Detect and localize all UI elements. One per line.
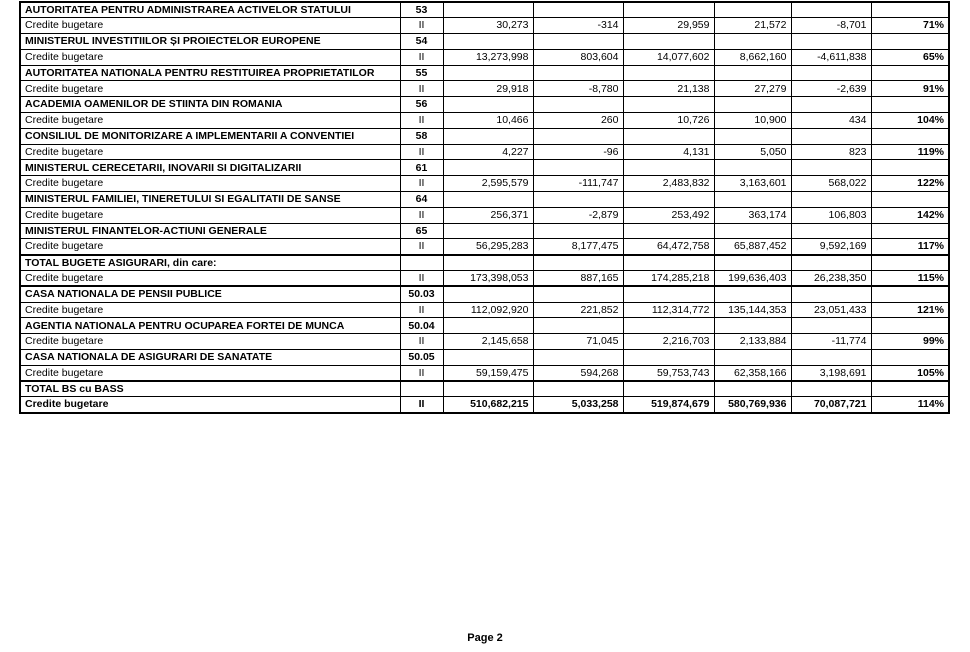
name-cell: CONSILIUL DE MONITORIZARE A IMPLEMENTARII A CONVENTIEI [20,128,400,144]
value-cell: -11,774 [791,334,871,350]
name-cell: TOTAL BS cu BASS [20,381,400,397]
value-cell: 8,177,475 [533,239,623,255]
credite-row [20,239,949,255]
value-cell: 174,285,218 [623,271,714,287]
code-cell: II [400,144,443,160]
value-cell [623,318,714,334]
name-cell: Credite bugetare [20,302,400,318]
value-cell: 173,398,053 [443,271,533,287]
institution-row [20,34,949,50]
value-cell [791,286,871,302]
name-cell: MINISTERUL FAMILIEI, TINERETULUI SI EGALITATII DE SANSE [20,192,400,208]
value-cell: 363,174 [714,207,791,223]
value-cell [623,160,714,176]
value-cell [443,350,533,366]
name-cell: Credite bugetare [20,18,400,34]
name-cell: Credite bugetare [20,81,400,97]
percent-cell [871,2,949,18]
name-cell: AUTORITATEA PENTRU ADMINISTRAREA ACTIVELOR STATULUI [20,2,400,18]
code-cell [400,381,443,397]
value-cell: -314 [533,18,623,34]
name-cell: Credite bugetare [20,176,400,192]
value-cell: 23,051,433 [791,302,871,318]
value-cell [533,192,623,208]
code-cell: II [400,207,443,223]
percent-cell [871,381,949,397]
code-cell: II [400,176,443,192]
value-cell [623,2,714,18]
value-cell [714,318,791,334]
value-cell [443,192,533,208]
code-cell: 65 [400,223,443,239]
value-cell [533,34,623,50]
value-cell [623,223,714,239]
value-cell: 221,852 [533,302,623,318]
credite-row [20,207,949,223]
credite-row [20,334,949,350]
value-cell [443,2,533,18]
value-cell: 30,273 [443,18,533,34]
name-cell: ACADEMIA OAMENILOR DE STIINTA DIN ROMANIA [20,97,400,113]
percent-cell: 122% [871,176,949,192]
name-cell: Credite bugetare [20,334,400,350]
name-cell: CASA NATIONALA DE PENSII PUBLICE [20,286,400,302]
name-cell: MINISTERUL FINANTELOR-ACTIUNI GENERALE [20,223,400,239]
value-cell [443,286,533,302]
percent-cell [871,160,949,176]
percent-cell: 119% [871,144,949,160]
name-cell: Credite bugetare [20,271,400,287]
code-cell: 58 [400,128,443,144]
code-cell: II [400,239,443,255]
value-cell [533,223,623,239]
value-cell [443,223,533,239]
code-cell: II [400,18,443,34]
name-cell: Credite bugetare [20,49,400,65]
code-cell: II [400,81,443,97]
value-cell: 106,803 [791,207,871,223]
value-cell: 580,769,936 [714,397,791,413]
credite-row [20,113,949,129]
percent-cell: 121% [871,302,949,318]
value-cell [533,350,623,366]
percent-cell [871,318,949,334]
code-cell: 54 [400,34,443,50]
page-number-footer: Page 2 [467,632,503,644]
value-cell [791,34,871,50]
value-cell [533,318,623,334]
percent-cell [871,286,949,302]
value-cell [443,255,533,271]
code-cell: 56 [400,97,443,113]
name-cell: AUTORITATEA NATIONALA PENTRU RESTITUIREA PROPRIETATILOR [20,65,400,81]
code-cell: II [400,113,443,129]
value-cell [791,223,871,239]
value-cell [623,255,714,271]
value-cell: -2,879 [533,207,623,223]
value-cell: 2,145,658 [443,334,533,350]
value-cell [443,381,533,397]
value-cell [714,381,791,397]
value-cell [443,160,533,176]
percent-cell [871,255,949,271]
value-cell: 3,198,691 [791,365,871,381]
name-cell: MINISTERUL INVESTITIILOR ȘI PROIECTELOR EUROPENE [20,34,400,50]
credite-row [20,302,949,318]
name-cell: Credite bugetare [20,365,400,381]
value-cell [623,350,714,366]
code-cell: II [400,271,443,287]
percent-cell: 142% [871,207,949,223]
value-cell [623,97,714,113]
value-cell [443,34,533,50]
value-cell [443,97,533,113]
value-cell: 29,959 [623,18,714,34]
institution-row [20,2,949,18]
value-cell: 253,492 [623,207,714,223]
value-cell [533,255,623,271]
percent-cell [871,34,949,50]
percent-cell: 91% [871,81,949,97]
value-cell: 14,077,602 [623,49,714,65]
value-cell [533,128,623,144]
value-cell [714,34,791,50]
code-cell: 64 [400,192,443,208]
value-cell: 112,314,772 [623,302,714,318]
value-cell [623,65,714,81]
institution-row [20,97,949,113]
value-cell: 2,216,703 [623,334,714,350]
percent-cell: 104% [871,113,949,129]
value-cell [714,255,791,271]
percent-cell: 71% [871,18,949,34]
budget-table-body [20,2,949,413]
value-cell: 199,636,403 [714,271,791,287]
value-cell: 27,279 [714,81,791,97]
percent-cell [871,192,949,208]
value-cell [533,97,623,113]
percent-cell: 105% [871,365,949,381]
name-cell: Credite bugetare [20,207,400,223]
name-cell: Credite bugetare [20,113,400,129]
value-cell: 568,022 [791,176,871,192]
code-cell: 55 [400,65,443,81]
code-cell: 50.04 [400,318,443,334]
value-cell [791,2,871,18]
institution-row [20,318,949,334]
value-cell [791,192,871,208]
credite-row [20,18,949,34]
value-cell: 3,163,601 [714,176,791,192]
institution-row [20,192,949,208]
percent-cell [871,223,949,239]
value-cell [714,223,791,239]
value-cell: 29,918 [443,81,533,97]
code-cell: II [400,302,443,318]
percent-cell: 117% [871,239,949,255]
name-cell: Credite bugetare [20,239,400,255]
value-cell: 9,592,169 [791,239,871,255]
institution-row [20,65,949,81]
code-cell: 50.05 [400,350,443,366]
value-cell: 71,045 [533,334,623,350]
name-cell: AGENTIA NATIONALA PENTRU OCUPAREA FORTEI DE MUNCA [20,318,400,334]
value-cell [791,65,871,81]
percent-cell: 114% [871,397,949,413]
name-cell: CASA NATIONALA DE ASIGURARI DE SANATATE [20,350,400,366]
value-cell: 112,092,920 [443,302,533,318]
value-cell: 10,726 [623,113,714,129]
code-cell: 53 [400,2,443,18]
value-cell: 519,874,679 [623,397,714,413]
credite-row [20,271,949,287]
value-cell [714,97,791,113]
value-cell: -8,701 [791,18,871,34]
value-cell: 59,753,743 [623,365,714,381]
institution-row [20,128,949,144]
value-cell [623,286,714,302]
institution-row [20,255,949,271]
value-cell [714,128,791,144]
value-cell [623,34,714,50]
value-cell [533,286,623,302]
value-cell: 256,371 [443,207,533,223]
percent-cell [871,128,949,144]
value-cell [533,2,623,18]
value-cell: 260 [533,113,623,129]
percent-cell: 115% [871,271,949,287]
value-cell: 5,050 [714,144,791,160]
value-cell [443,318,533,334]
value-cell [791,97,871,113]
value-cell: 2,483,832 [623,176,714,192]
name-cell: Credite bugetare [20,397,400,413]
value-cell [791,381,871,397]
credite-row [20,176,949,192]
value-cell: 10,900 [714,113,791,129]
value-cell: 803,604 [533,49,623,65]
institution-row [20,286,949,302]
value-cell [714,2,791,18]
value-cell [714,160,791,176]
value-cell: 2,133,884 [714,334,791,350]
percent-cell: 65% [871,49,949,65]
value-cell: -111,747 [533,176,623,192]
name-cell: Credite bugetare [20,144,400,160]
value-cell [791,318,871,334]
value-cell: -96 [533,144,623,160]
value-cell: 62,358,166 [714,365,791,381]
value-cell [791,350,871,366]
code-cell: II [400,397,443,413]
value-cell: 434 [791,113,871,129]
institution-row [20,223,949,239]
value-cell: 510,682,215 [443,397,533,413]
value-cell [623,192,714,208]
value-cell: 65,887,452 [714,239,791,255]
value-cell: 594,268 [533,365,623,381]
credite-row [20,365,949,381]
value-cell: 70,087,721 [791,397,871,413]
value-cell [714,65,791,81]
credite-row [20,144,949,160]
value-cell: 21,572 [714,18,791,34]
code-cell: II [400,334,443,350]
code-cell [400,255,443,271]
institution-row [20,350,949,366]
value-cell: 8,662,160 [714,49,791,65]
code-cell: II [400,49,443,65]
code-cell: 61 [400,160,443,176]
percent-cell [871,350,949,366]
code-cell: 50.03 [400,286,443,302]
value-cell: 10,466 [443,113,533,129]
budget-table [19,1,950,414]
value-cell: -4,611,838 [791,49,871,65]
value-cell: 5,033,258 [533,397,623,413]
credite-row [20,81,949,97]
value-cell [443,128,533,144]
value-cell [533,65,623,81]
value-cell: 21,138 [623,81,714,97]
name-cell: MINISTERUL CERECETARII, INOVARII SI DIGITALIZARII [20,160,400,176]
value-cell: 823 [791,144,871,160]
credite-row [20,397,949,413]
value-cell: -8,780 [533,81,623,97]
value-cell [533,381,623,397]
value-cell [443,65,533,81]
value-cell: 13,273,998 [443,49,533,65]
value-cell [533,160,623,176]
value-cell: 64,472,758 [623,239,714,255]
name-cell: TOTAL BUGETE ASIGURARI, din care: [20,255,400,271]
value-cell: 4,227 [443,144,533,160]
value-cell: 135,144,353 [714,302,791,318]
value-cell: 26,238,350 [791,271,871,287]
value-cell: 2,595,579 [443,176,533,192]
value-cell [791,128,871,144]
institution-row [20,381,949,397]
value-cell: 887,165 [533,271,623,287]
value-cell: 4,131 [623,144,714,160]
value-cell [714,192,791,208]
value-cell [623,128,714,144]
value-cell: 56,295,283 [443,239,533,255]
value-cell [623,381,714,397]
value-cell: -2,639 [791,81,871,97]
institution-row [20,160,949,176]
code-cell: II [400,365,443,381]
value-cell: 59,159,475 [443,365,533,381]
percent-cell [871,65,949,81]
value-cell [791,255,871,271]
percent-cell: 99% [871,334,949,350]
value-cell [714,286,791,302]
value-cell [791,160,871,176]
percent-cell [871,97,949,113]
value-cell [714,350,791,366]
credite-row [20,49,949,65]
